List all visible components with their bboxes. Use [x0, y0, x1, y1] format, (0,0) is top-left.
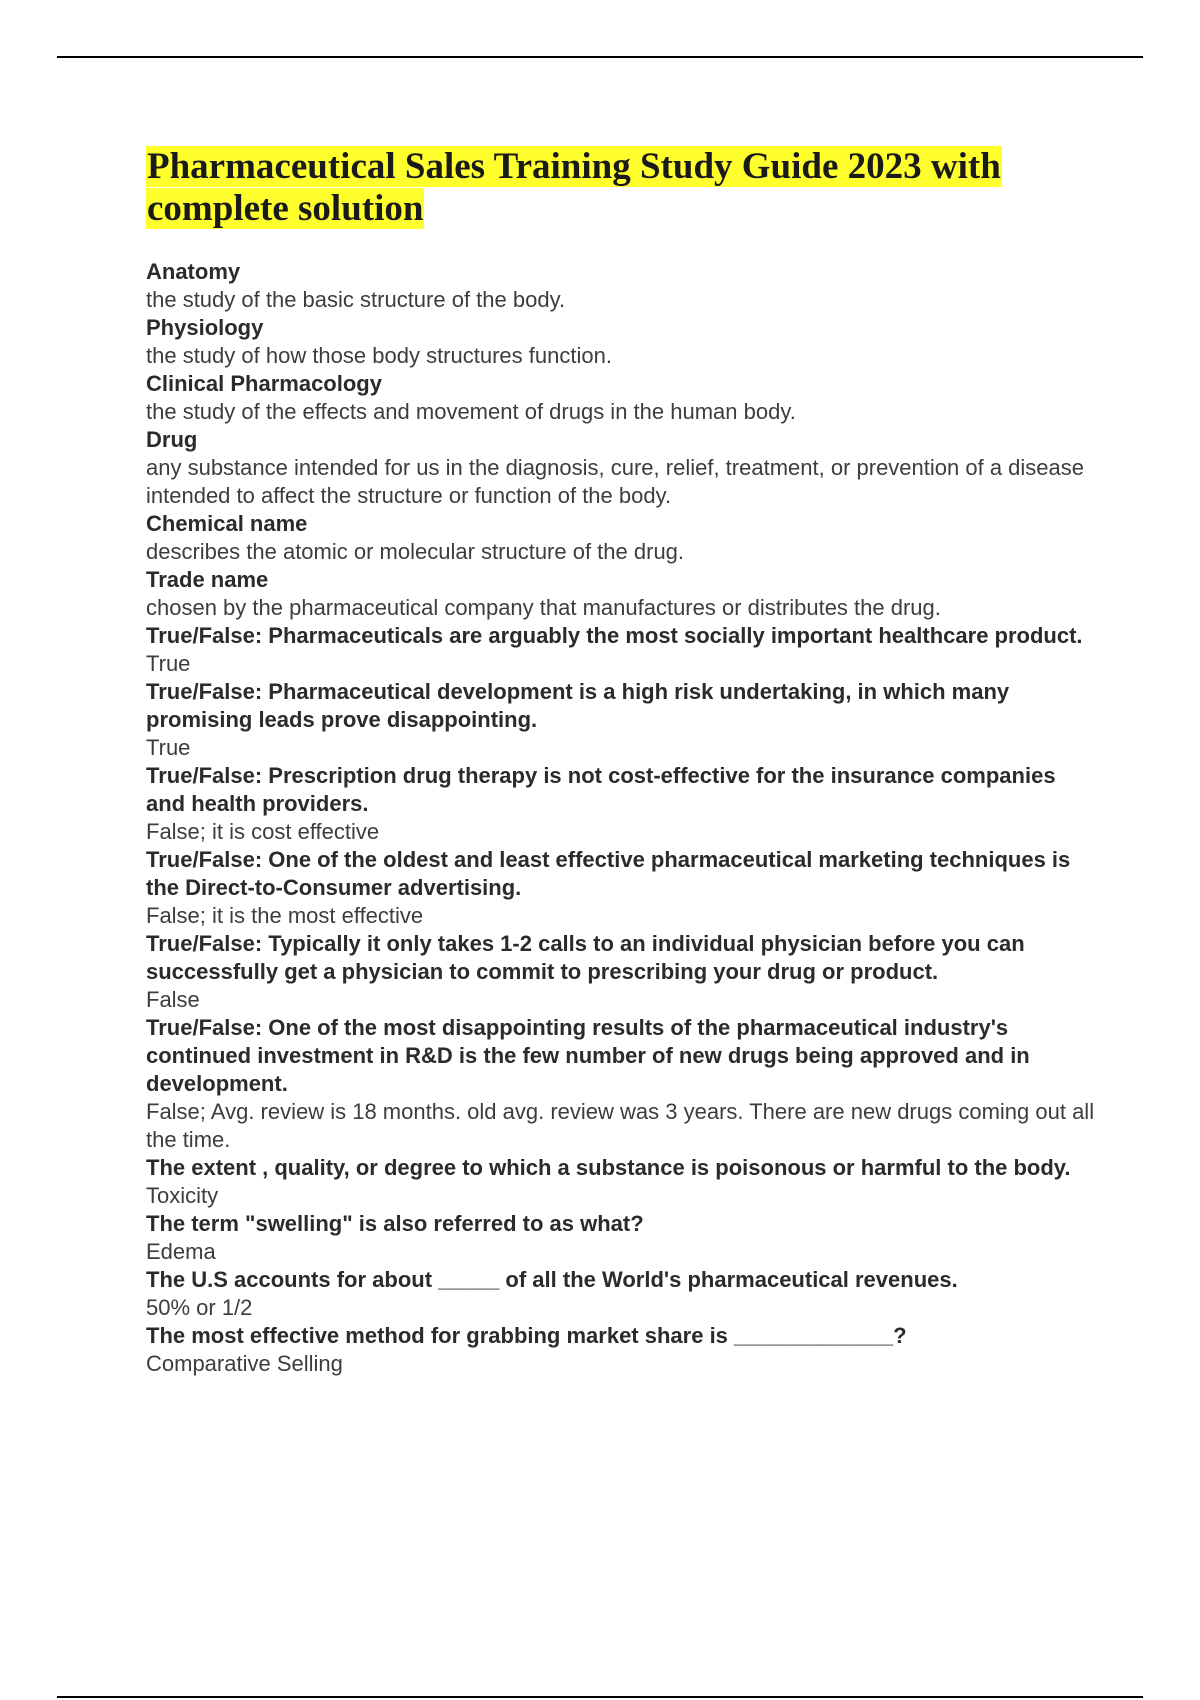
- answer: False: [146, 987, 200, 1012]
- entry-us-revenues: [146, 1266, 1096, 1322]
- answer: Toxicity: [146, 1183, 219, 1208]
- entry-tf-physician-calls: [146, 930, 1096, 1014]
- question: The term "swelling" is also referred to as what?: [146, 1211, 644, 1236]
- question: True/False: Typically it only takes 1-2 calls to an individual physician before you can successfully get a physician to commit to prescribing your drug or product.: [146, 931, 1025, 984]
- answer: False; it is cost effective: [146, 819, 380, 844]
- entry-tf-rd-investment: [146, 1014, 1096, 1154]
- page-title: [146, 146, 1086, 230]
- answer: True: [146, 651, 191, 676]
- question: The U.S accounts for about _____ of all the World's pharmaceutical revenues.: [146, 1267, 958, 1292]
- answer: Comparative Selling: [146, 1351, 343, 1376]
- answer: 50% or 1/2: [146, 1295, 253, 1320]
- entry-anatomy: [146, 258, 1096, 314]
- entry-trade-name: [146, 566, 1096, 622]
- entry-chemical-name: [146, 510, 1096, 566]
- entry-toxicity: [146, 1154, 1096, 1210]
- term: Chemical name: [146, 511, 308, 536]
- question: True/False: One of the most disappointing results of the pharmaceutical industry's continued investment in R&D is the few number of new drugs being approved and in development.: [146, 1015, 1030, 1096]
- term: Clinical Pharmacology: [146, 371, 382, 396]
- entry-drug: [146, 426, 1096, 510]
- definition: chosen by the pharmaceutical company that manufactures or distributes the drug.: [146, 595, 941, 620]
- definition: the study of the basic structure of the body.: [146, 287, 566, 312]
- study-guide-content: [146, 258, 1096, 1378]
- entry-clinical-pharmacology: [146, 370, 1096, 426]
- term: Trade name: [146, 567, 269, 592]
- entry-edema: [146, 1210, 1096, 1266]
- header-rule: [57, 56, 1143, 58]
- answer: False; Avg. review is 18 months. old avg. review was 3 years. There are new drugs coming out all the time.: [146, 1099, 1095, 1152]
- entry-tf-cost-effective: [146, 762, 1096, 846]
- answer: Edema: [146, 1239, 216, 1264]
- definition: the study of how those body structures function.: [146, 343, 612, 368]
- definition: any substance intended for us in the diagnosis, cure, relief, treatment, or prevention of a disease intended to affect the structure or function of the body.: [146, 455, 1084, 508]
- entry-market-share: [146, 1322, 1096, 1378]
- question: True/False: Prescription drug therapy is not cost-effective for the insurance companies and health providers.: [146, 763, 1056, 816]
- entry-tf-dtc-advertising: [146, 846, 1096, 930]
- question: The most effective method for grabbing market share is _____________?: [146, 1323, 907, 1348]
- question: True/False: One of the oldest and least effective pharmaceutical marketing techniques is the Direct-to-Consumer advertising.: [146, 847, 1071, 900]
- term: Drug: [146, 427, 198, 452]
- entry-physiology: [146, 314, 1096, 370]
- answer: False; it is the most effective: [146, 903, 424, 928]
- question: The extent , quality, or degree to which a substance is poisonous or harmful to the body.: [146, 1155, 1071, 1180]
- question: True/False: Pharmaceutical development is a high risk undertaking, in which many promising leads prove disappointing.: [146, 679, 1010, 732]
- page-title-text: Pharmaceutical Sales Training Study Guide 2023 with complete solution: [147, 146, 1001, 229]
- definition: the study of the effects and movement of drugs in the human body.: [146, 399, 796, 424]
- question: True/False: Pharmaceuticals are arguably the most socially important healthcare product.: [146, 623, 1083, 648]
- entry-tf-high-risk: [146, 678, 1096, 762]
- definition: describes the atomic or molecular structure of the drug.: [146, 539, 685, 564]
- term: Anatomy: [146, 259, 241, 284]
- footer-rule: [57, 1696, 1143, 1698]
- answer: True: [146, 735, 191, 760]
- term: Physiology: [146, 315, 264, 340]
- entry-tf-socially-important: [146, 622, 1096, 678]
